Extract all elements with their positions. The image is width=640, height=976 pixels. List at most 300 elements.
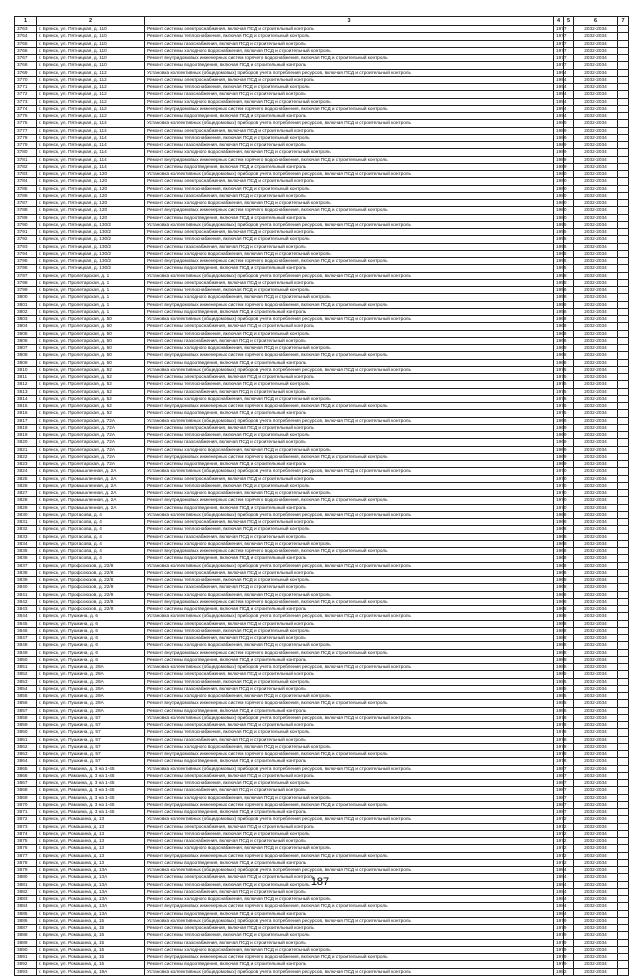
- build-year-cell: 1984: [554, 896, 564, 903]
- row-number-cell: 3877: [15, 852, 37, 859]
- table-row: [15, 120, 629, 127]
- build-year-cell: 1970: [554, 497, 564, 504]
- empty-cell: [618, 330, 629, 337]
- build-year-cell: 1978: [554, 714, 564, 721]
- empty-cell: [618, 519, 629, 526]
- period-cell: 2032-2034: [574, 417, 618, 424]
- empty-cell: [618, 533, 629, 540]
- table-row: [15, 366, 629, 373]
- table-row: [15, 214, 629, 221]
- empty-cell: [618, 751, 629, 758]
- row-number-cell: 3863: [15, 751, 37, 758]
- empty-cell: [618, 526, 629, 533]
- period-cell: 2032-2034: [574, 337, 618, 344]
- row-number-cell: 3775: [15, 113, 37, 120]
- row-number-cell: 3807: [15, 345, 37, 352]
- row-number-cell: 3844: [15, 613, 37, 620]
- empty-cell: [618, 555, 629, 562]
- build-year-cell: 1972: [554, 852, 564, 859]
- row-number-cell: 3848: [15, 642, 37, 649]
- document-sheet: [14, 16, 628, 976]
- row-number-cell: 3831: [15, 519, 37, 526]
- table-row: [15, 548, 629, 555]
- row-number-cell: 3812: [15, 381, 37, 388]
- build-year-cell: 1989: [554, 163, 564, 170]
- page-number: 187: [310, 876, 330, 888]
- build-year-cell: 1969: [554, 453, 564, 460]
- address-cell: г. Брянск, ул. Ромашина, д. 15: [37, 917, 145, 924]
- empty-cell: [618, 548, 629, 555]
- address-cell: г. Брянск, ул. Ромашина, д. 13А: [37, 910, 145, 917]
- address-cell: г. Брянск, ул. Ромашина, д. 15: [37, 954, 145, 961]
- address-cell: г. Брянск, ул. Пятницкая, д. 130/2: [37, 229, 145, 236]
- period-cell: 2032-2034: [574, 780, 618, 787]
- period-cell: 2032-2034: [574, 323, 618, 330]
- work-type-cell: Ремонт системы теплоснабжения, включая ПСД и строительный контроль: [145, 627, 554, 634]
- period-cell: 2032-2034: [574, 562, 618, 569]
- address-cell: г. Брянск, ул. Профсоюзов, д. 22/8: [37, 562, 145, 569]
- build-year-cell: 1980: [554, 185, 564, 192]
- empty-cell: [618, 577, 629, 584]
- address-cell: г. Брянск, ул. Пушкина, д. 29А: [37, 664, 145, 671]
- period-cell: 2032-2034: [574, 272, 618, 279]
- period-cell: 2032-2034: [574, 424, 618, 431]
- table-row: [15, 91, 629, 98]
- empty-cell: [618, 84, 629, 91]
- address-cell: г. Брянск, ул. Промышленная, д. 2А: [37, 504, 145, 511]
- empty-cell: [618, 540, 629, 547]
- row-number-cell: 3887: [15, 925, 37, 932]
- address-cell: г. Брянск, ул. Пятницкая, д. 114: [37, 134, 145, 141]
- work-type-cell: Ремонт системы водоотведения, включая ПСД и строительный контроль: [145, 265, 554, 272]
- empty-cell: [618, 925, 629, 932]
- table-row: [15, 127, 629, 134]
- address-cell: г. Брянск, ул. Ромашина, д. 13А: [37, 867, 145, 874]
- period-cell: 2032-2034: [574, 823, 618, 830]
- address-cell: г. Брянск, ул. Пушкина, д. 29А: [37, 671, 145, 678]
- table-row: [15, 149, 629, 156]
- period-cell: 2032-2034: [574, 896, 618, 903]
- empty-cell: [618, 787, 629, 794]
- build-year-cell: 1979: [554, 932, 564, 939]
- table-row: [15, 859, 629, 866]
- address-cell: г. Брянск, ул. Протасова, д. 4: [37, 533, 145, 540]
- build-year-cell: 1987: [554, 809, 564, 816]
- empty-cell: [618, 40, 629, 47]
- row-number-cell: 3860: [15, 729, 37, 736]
- build-year-cell: 1968: [554, 352, 564, 359]
- work-type-cell: Ремонт системы холодного водоснабжения, включая ПСД и строительный контроль: [145, 845, 554, 852]
- empty-cell: [618, 606, 629, 613]
- table-row: [15, 207, 629, 214]
- address-cell: г. Брянск, ул. Пролетарская, д. 72А: [37, 432, 145, 439]
- period-cell: 2032-2034: [574, 801, 618, 808]
- work-type-cell: Ремонт системы теплоснабжения, включая ПСД и строительный контроль: [145, 185, 554, 192]
- empty-cell: [618, 366, 629, 373]
- table-row: [15, 301, 629, 308]
- build-year-cell: 1968: [554, 330, 564, 337]
- work-type-cell: Ремонт системы теплоснабжения, включая ПСД и строительный контроль: [145, 881, 554, 888]
- build-year-cell: 1995: [554, 250, 564, 257]
- column-header: 6: [574, 17, 618, 26]
- period-cell: 2032-2034: [574, 76, 618, 83]
- work-type-cell: Ремонт системы водоотведения, включая ПСД и строительный контроль: [145, 555, 554, 562]
- period-cell: 2032-2034: [574, 236, 618, 243]
- address-cell: г. Брянск, ул. Пролетарская, д. 72А: [37, 461, 145, 468]
- table-row: [15, 758, 629, 765]
- address-cell: г. Брянск, ул. Пятницкая, д. 120: [37, 207, 145, 214]
- address-cell: г. Брянск, ул. Пушкина, д. 6: [37, 613, 145, 620]
- period-cell: 2032-2034: [574, 968, 618, 975]
- table-row: [15, 613, 629, 620]
- row-number-cell: 3796: [15, 265, 37, 272]
- row-number-cell: 3830: [15, 511, 37, 518]
- period-cell: 2032-2034: [574, 345, 618, 352]
- build-year-cell: 1977: [554, 47, 564, 54]
- table-row: [15, 939, 629, 946]
- address-cell: г. Брянск, ул. Пятницкая, д. 110: [37, 33, 145, 40]
- work-type-cell: Ремонт системы электроснабжения, включая ПСД и строительный контроль: [145, 424, 554, 431]
- work-type-cell: Ремонт системы теплоснабжения, включая ПСД и строительный контроль: [145, 432, 554, 439]
- table-row: [15, 649, 629, 656]
- row-number-cell: 3814: [15, 395, 37, 402]
- address-cell: г. Брянск, ул. Пушкина, д. 29А: [37, 707, 145, 714]
- empty-cell: [618, 693, 629, 700]
- table-header-row: [15, 17, 629, 26]
- period-cell: 2032-2034: [574, 207, 618, 214]
- period-cell: 2032-2034: [574, 504, 618, 511]
- table-row: [15, 954, 629, 961]
- work-type-cell: Установка коллективных (общедомовых) приборов учета потребления ресурсов, включая ПСД и строительный контроль: [145, 562, 554, 569]
- table-row: [15, 410, 629, 417]
- build-year-cell: 1979: [554, 925, 564, 932]
- row-number-cell: 3802: [15, 308, 37, 315]
- address-cell: г. Брянск, ул. Промышленная, д. 2А: [37, 468, 145, 475]
- address-cell: г. Брянск, ул. Ромашина, д. 13А: [37, 881, 145, 888]
- row-number-cell: 3805: [15, 330, 37, 337]
- table-row: [15, 569, 629, 576]
- build-year-cell: 1968: [554, 316, 564, 323]
- row-number-cell: 3800: [15, 294, 37, 301]
- address-cell: г. Брянск, ул. Пролетарская, д. 50: [37, 330, 145, 337]
- row-number-cell: 3840: [15, 584, 37, 591]
- empty-cell: [618, 809, 629, 816]
- work-type-cell: Ремонт внутридомовых инженерных систем горячего водоснабжения, включая ПСД и строительный контроль: [145, 352, 554, 359]
- table-row: [15, 642, 629, 649]
- row-number-cell: 3794: [15, 250, 37, 257]
- address-cell: г. Брянск, ул. Пушкина, д. 29А: [37, 685, 145, 692]
- period-cell: 2032-2034: [574, 453, 618, 460]
- row-number-cell: 3771: [15, 84, 37, 91]
- empty-cell: [618, 243, 629, 250]
- row-number-cell: 3882: [15, 888, 37, 895]
- empty-cell: [618, 794, 629, 801]
- build-year-cell: 1985: [554, 700, 564, 707]
- empty-cell: [618, 221, 629, 228]
- table-row: [15, 664, 629, 671]
- table-row: [15, 511, 629, 518]
- work-type-cell: Ремонт системы холодного водоснабжения, включая ПСД и строительный контроль: [145, 47, 554, 54]
- empty-cell: [618, 294, 629, 301]
- empty-cell: [618, 163, 629, 170]
- address-cell: г. Брянск, ул. Пушкина, д. 57: [37, 714, 145, 721]
- address-cell: г. Брянск, ул. Пятницкая, д. 114: [37, 127, 145, 134]
- empty-cell: [618, 47, 629, 54]
- address-cell: г. Брянск, ул. Пушкина, д. 57: [37, 736, 145, 743]
- build-year-cell: 1994: [554, 76, 564, 83]
- work-type-cell: Ремонт системы теплоснабжения, включая ПСД и строительный контроль: [145, 381, 554, 388]
- table-row: [15, 823, 629, 830]
- build-year-cell: 1995: [554, 265, 564, 272]
- empty-cell: [618, 482, 629, 489]
- work-type-cell: Ремонт системы газоснабжения, включая ПСД и строительный контроль: [145, 533, 554, 540]
- build-year-cell: 1978: [554, 751, 564, 758]
- work-type-cell: Ремонт внутридомовых инженерных систем горячего водоснабжения, включая ПСД и строительный контроль: [145, 453, 554, 460]
- build-year-cell: 1972: [554, 859, 564, 866]
- work-type-cell: Ремонт системы электроснабжения, включая ПСД и строительный контроль: [145, 569, 554, 576]
- table-row: [15, 794, 629, 801]
- work-type-cell: Ремонт системы газоснабжения, включая ПСД и строительный контроль: [145, 192, 554, 199]
- row-number-cell: 3783: [15, 171, 37, 178]
- row-number-cell: 3773: [15, 98, 37, 105]
- period-cell: 2032-2034: [574, 200, 618, 207]
- build-year-cell: 1972: [554, 845, 564, 852]
- empty-cell: [618, 323, 629, 330]
- build-year-cell: 1980: [554, 171, 564, 178]
- work-type-cell: Ремонт системы водоотведения, включая ПСД и строительный контроль: [145, 308, 554, 315]
- build-year-cell: 1958: [554, 287, 564, 294]
- row-number-cell: 3790: [15, 221, 37, 228]
- work-type-cell: Ремонт системы теплоснабжения, включая ПСД и строительный контроль: [145, 780, 554, 787]
- empty-cell: [618, 178, 629, 185]
- work-type-cell: Ремонт системы холодного водоснабжения, включая ПСД и строительный контроль: [145, 591, 554, 598]
- table-row: [15, 243, 629, 250]
- row-number-cell: 3778: [15, 134, 37, 141]
- period-cell: 2032-2034: [574, 946, 618, 953]
- empty-cell: [618, 511, 629, 518]
- empty-cell: [618, 961, 629, 968]
- empty-cell: [618, 468, 629, 475]
- table-row: [15, 258, 629, 265]
- address-cell: г. Брянск, ул. Ромашина, д. 13: [37, 823, 145, 830]
- empty-cell: [618, 968, 629, 975]
- address-cell: г. Брянск, ул. Пятницкая, д. 114: [37, 149, 145, 156]
- empty-cell: [618, 635, 629, 642]
- work-type-cell: Ремонт системы холодного водоснабжения, включая ПСД и строительный контроль: [145, 200, 554, 207]
- address-cell: г. Брянск, ул. Ромашина, д. 13: [37, 838, 145, 845]
- build-year-cell: 1989: [554, 134, 564, 141]
- address-cell: г. Брянск, ул. Пролетарская, д. 52: [37, 374, 145, 381]
- work-type-cell: Установка коллективных (общедомовых) приборов учета потребления ресурсов, включая ПСД и строительный контроль: [145, 867, 554, 874]
- work-type-cell: Ремонт внутридомовых инженерных систем горячего водоснабжения, включая ПСД и строительный контроль: [145, 105, 554, 112]
- address-cell: г. Брянск, ул. Пролетарская, д. 50: [37, 345, 145, 352]
- address-cell: г. Брянск, ул. Пушкина, д. 57: [37, 722, 145, 729]
- row-number-cell: 3818: [15, 424, 37, 431]
- empty-cell: [618, 627, 629, 634]
- row-number-cell: 3815: [15, 403, 37, 410]
- address-cell: г. Брянск, ул. Профсоюзов, д. 22/8: [37, 606, 145, 613]
- table-row: [15, 787, 629, 794]
- period-cell: 2032-2034: [574, 497, 618, 504]
- period-cell: 2032-2034: [574, 156, 618, 163]
- row-number-cell: 3784: [15, 178, 37, 185]
- empty-cell: [618, 214, 629, 221]
- period-cell: 2032-2034: [574, 62, 618, 69]
- row-number-cell: 3847: [15, 635, 37, 642]
- table-row: [15, 388, 629, 395]
- empty-cell: [618, 903, 629, 910]
- row-number-cell: 3764: [15, 33, 37, 40]
- period-cell: 2032-2034: [574, 410, 618, 417]
- build-year-cell: 1968: [554, 562, 564, 569]
- table-row: [15, 316, 629, 323]
- address-cell: г. Брянск, ул. Пятницкая, д. 112: [37, 91, 145, 98]
- period-cell: 2032-2034: [574, 359, 618, 366]
- address-cell: г. Брянск, ул. Ромашина, д. 13: [37, 816, 145, 823]
- row-number-cell: 3884: [15, 903, 37, 910]
- build-year-cell: 1994: [554, 113, 564, 120]
- row-number-cell: 3809: [15, 359, 37, 366]
- build-year-cell: 1980: [554, 178, 564, 185]
- table-row: [15, 468, 629, 475]
- address-cell: г. Брянск, ул. Пушкина, д. 57: [37, 758, 145, 765]
- work-type-cell: Ремонт системы электроснабжения, включая ПСД и строительный контроль: [145, 671, 554, 678]
- row-number-cell: 3827: [15, 490, 37, 497]
- row-number-cell: 3765: [15, 40, 37, 47]
- empty-cell: [618, 229, 629, 236]
- table-row: [15, 540, 629, 547]
- address-cell: г. Брянск, ул. Пролетарская, д. 52: [37, 410, 145, 417]
- table-row: [15, 229, 629, 236]
- work-type-cell: Установка коллективных (общедомовых) приборов учета потребления ресурсов, включая ПСД и строительный контроль: [145, 221, 554, 228]
- row-number-cell: 3795: [15, 258, 37, 265]
- build-year-cell: 1968: [554, 540, 564, 547]
- address-cell: г. Брянск, ул. Пятницкая, д. 112: [37, 84, 145, 91]
- address-cell: г. Брянск, ул. Пролетарская, д. 1: [37, 287, 145, 294]
- work-type-cell: Ремонт внутридомовых инженерных систем горячего водоснабжения, включая ПСД и строительный контроль: [145, 403, 554, 410]
- row-number-cell: 3777: [15, 127, 37, 134]
- row-number-cell: 3875: [15, 838, 37, 845]
- work-type-cell: Ремонт системы холодного водоснабжения, включая ПСД и строительный контроль: [145, 294, 554, 301]
- empty-cell: [618, 127, 629, 134]
- period-cell: 2032-2034: [574, 649, 618, 656]
- build-year-cell: 1970: [554, 482, 564, 489]
- period-cell: 2032-2034: [574, 838, 618, 845]
- work-type-cell: Ремонт системы холодного водоснабжения, включая ПСД и строительный контроль: [145, 98, 554, 105]
- work-type-cell: Ремонт системы газоснабжения, включая ПСД и строительный контроль: [145, 584, 554, 591]
- build-year-cell: 1977: [554, 62, 564, 69]
- period-cell: 2032-2034: [574, 526, 618, 533]
- empty-cell: [618, 707, 629, 714]
- build-year-cell: 1978: [554, 729, 564, 736]
- work-type-cell: Ремонт внутридомовых инженерных систем горячего водоснабжения, включая ПСД и строительный контроль: [145, 548, 554, 555]
- period-cell: 2032-2034: [574, 432, 618, 439]
- address-cell: г. Брянск, ул. Пятницкая, д. 114: [37, 142, 145, 149]
- period-cell: 2032-2034: [574, 55, 618, 62]
- address-cell: г. Брянск, ул. Пятницкая, д. 120: [37, 192, 145, 199]
- work-type-cell: Установка коллективных (общедомовых) приборов учета потребления ресурсов, включая ПСД и строительный контроль: [145, 613, 554, 620]
- build-year-cell: 1982: [554, 968, 564, 975]
- work-type-cell: Ремонт системы водоотведения, включая ПСД и строительный контроль: [145, 656, 554, 663]
- build-year-cell: 1978: [554, 758, 564, 765]
- period-cell: 2032-2034: [574, 403, 618, 410]
- work-type-cell: Установка коллективных (общедомовых) приборов учета потребления ресурсов, включая ПСД и строительный контроль: [145, 366, 554, 373]
- row-number-cell: 3798: [15, 279, 37, 286]
- empty-cell: [618, 838, 629, 845]
- period-cell: 2032-2034: [574, 316, 618, 323]
- build-year-cell: 1968: [554, 323, 564, 330]
- address-cell: г. Брянск, ул. Пролетарская, д. 72А: [37, 424, 145, 431]
- period-cell: 2032-2034: [574, 722, 618, 729]
- work-type-cell: Ремонт системы теплоснабжения, включая ПСД и строительный контроль: [145, 932, 554, 939]
- build-year-cell: 1989: [554, 149, 564, 156]
- empty-cell: [618, 26, 629, 33]
- table-row: [15, 417, 629, 424]
- table-row: [15, 707, 629, 714]
- work-type-cell: Ремонт системы холодного водоснабжения, включая ПСД и строительный контроль: [145, 794, 554, 801]
- build-year-cell: 1975: [554, 388, 564, 395]
- empty-cell: [618, 490, 629, 497]
- row-number-cell: 3792: [15, 236, 37, 243]
- work-type-cell: Ремонт системы холодного водоснабжения, включая ПСД и строительный контроль: [145, 693, 554, 700]
- address-cell: г. Брянск, ул. Пролетарская, д. 1: [37, 294, 145, 301]
- work-type-cell: Ремонт системы газоснабжения, включая ПСД и строительный контроль: [145, 635, 554, 642]
- work-type-cell: Ремонт системы теплоснабжения, включая ПСД и строительный контроль: [145, 678, 554, 685]
- address-cell: г. Брянск, ул. Пролетарская, д. 52: [37, 366, 145, 373]
- address-cell: г. Брянск, ул. Пролетарская, д. 52: [37, 381, 145, 388]
- empty-cell: [618, 620, 629, 627]
- table-row: [15, 98, 629, 105]
- empty-cell: [618, 642, 629, 649]
- row-number-cell: 3823: [15, 461, 37, 468]
- build-year-cell: 1968: [554, 555, 564, 562]
- build-year-cell: 1975: [554, 381, 564, 388]
- period-cell: 2032-2034: [574, 874, 618, 881]
- table-row: [15, 446, 629, 453]
- work-type-cell: Установка коллективных (общедомовых) приборов учета потребления ресурсов, включая ПСД и строительный контроль: [145, 714, 554, 721]
- row-number-cell: 3859: [15, 722, 37, 729]
- address-cell: г. Брянск, ул. Пролетарская, д. 50: [37, 352, 145, 359]
- empty-cell: [618, 120, 629, 127]
- work-type-cell: Установка коллективных (общедомовых) приборов учета потребления ресурсов, включая ПСД и строительный контроль: [145, 968, 554, 975]
- table-row: [15, 765, 629, 772]
- period-cell: 2032-2034: [574, 888, 618, 895]
- build-year-cell: 1987: [554, 787, 564, 794]
- period-cell: 2032-2034: [574, 258, 618, 265]
- address-cell: г. Брянск, ул. Пятницкая, д. 112: [37, 98, 145, 105]
- period-cell: 2032-2034: [574, 113, 618, 120]
- build-year-cell: 1968: [554, 569, 564, 576]
- period-cell: 2032-2034: [574, 772, 618, 779]
- build-year-cell: 1968: [554, 337, 564, 344]
- address-cell: г. Брянск, ул. Протасова, д. 4: [37, 526, 145, 533]
- empty-cell: [618, 55, 629, 62]
- row-number-cell: 3855: [15, 693, 37, 700]
- work-type-cell: Ремонт системы газоснабжения, включая ПСД и строительный контроль: [145, 685, 554, 692]
- address-cell: г. Брянск, ул. Пушкина, д. 6: [37, 642, 145, 649]
- empty-cell: [618, 780, 629, 787]
- address-cell: г. Брянск, ул. Пролетарская, д. 72А: [37, 439, 145, 446]
- work-type-cell: Установка коллективных (общедомовых) приборов учета потребления ресурсов, включая ПСД и строительный контроль: [145, 417, 554, 424]
- address-cell: г. Брянск, ул. Пятницкая, д. 120: [37, 178, 145, 185]
- work-type-cell: Ремонт системы газоснабжения, включая ПСД и строительный контроль: [145, 388, 554, 395]
- period-cell: 2032-2034: [574, 366, 618, 373]
- empty-cell: [618, 714, 629, 721]
- address-cell: г. Брянск, ул. Пушкина, д. 57: [37, 751, 145, 758]
- address-cell: г. Брянск, ул. Пролетарская, д. 52: [37, 388, 145, 395]
- work-type-cell: Ремонт системы водоотведения, включая ПСД и строительный контроль: [145, 410, 554, 417]
- build-year-cell: 1988: [554, 656, 564, 663]
